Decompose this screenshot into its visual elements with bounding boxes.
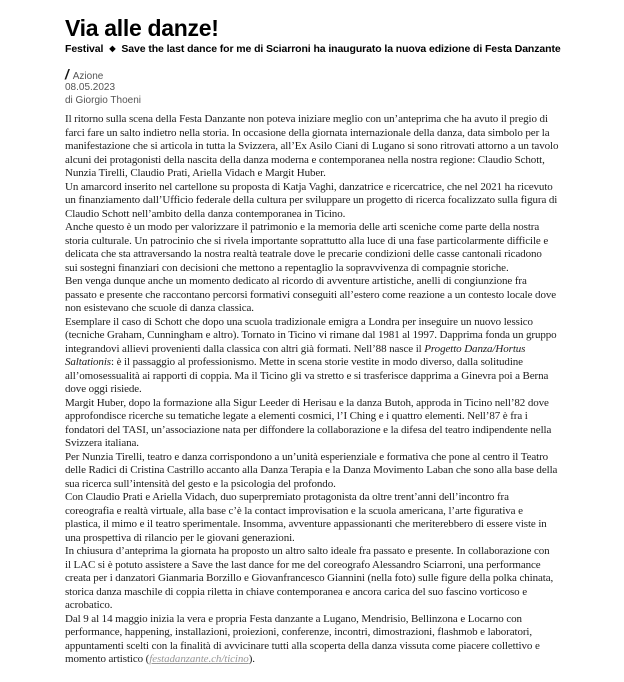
text-line — [65, 424, 616, 438]
body-text: appuntamenti scelti con la finalità di avvicinare tutti alla scoperta della danza vissuta come piacere collettivo e — [65, 639, 540, 652]
body-text: ). — [248, 653, 255, 665]
body-text: plastica, il mimo e il teatro sperimentale. Insomma, avventure appassionanti che meriterebbero di essere viste in — [65, 518, 547, 530]
body-text: Dal 9 al 14 maggio inizia la vera e propria Festa danzante a Lugano, Mendrisio, Bellinzona e Locarno con — [65, 612, 522, 625]
body-text: Un amarcord inserito nel cartellone su proposta di Katja Vaghi, danzatrice e ricercatrice, che nel 2021 ha ricevuto — [65, 180, 553, 193]
body-text: performance, happening, installazioni, proiezioni, conferenze, incontri, dimostrazioni, flashmob e laboratori, — [65, 626, 533, 638]
paragraph — [65, 397, 616, 451]
text-line — [65, 194, 616, 208]
page-title: Via alle danze! — [65, 15, 219, 41]
text-line — [65, 451, 616, 465]
paragraph — [65, 316, 616, 397]
body-text: delicata che sta attraversando la nostra realtà teatrale dove le precarie condizioni delle casse cantonali ricadono — [65, 248, 542, 260]
paragraph — [65, 113, 616, 181]
text-line — [65, 221, 616, 235]
text-line — [65, 275, 616, 289]
festadanzante-link[interactable]: festadanzante.ch/ticino — [149, 653, 249, 665]
body-text: : è il passaggio al professionismo. Mette in scena storie vestite in modo diverso, dalla solitudine — [110, 356, 523, 368]
body-text: il LAC si è potuto assistere a Save the last dance for me del coreografo Alessandro Sciarroni, una performance — [65, 558, 541, 571]
text-line — [65, 356, 616, 370]
text-line — [65, 410, 616, 424]
paragraph — [65, 275, 616, 316]
body-text: acrobatico. — [65, 599, 113, 611]
paragraph — [65, 221, 616, 275]
body-text: sui sostegni finanziari con decisioni che mettono a repentaglio la sopravvivenza di compagnie storiche. — [65, 261, 509, 274]
body-text: Esemplare il caso di Schott che dopo una scuola tradizionale emigra a Londra per inseguire un nuovo lessico — [65, 315, 533, 328]
body-text: (tecniche Graham, Cunningham e altro). Tornato in Ticino vi rimane dal 1981 al 1997. Dapprima fonda un gruppo — [65, 329, 557, 341]
body-text: In chiusura d’anteprima la giornata ha proposto un altro salto ideale fra passato e presente. In collaborazione con — [65, 545, 550, 557]
body-text: alcuni dei protagonisti della nascita della danza moderna e contemporanea nella nostra regione: Claudio Schott, — [65, 153, 545, 166]
body-text: Margit Huber, dopo la formazione alla Sigur Leeder di Herisau e la danza Butoh, approda in Ticino nell’82 dove — [65, 396, 549, 409]
body-text: non esistevano che scuole di danza classica. — [65, 302, 254, 314]
paragraph — [65, 181, 616, 222]
body-text: coreografia e realtà virtuale, alla base c’è la contact improvisation e la scuola americana, l’arte figurativa e — [65, 504, 523, 517]
subtitle-text: Save the last dance for me di Sciarroni ha inaugurato la nuova edizione di Festa Danzante — [121, 43, 561, 55]
text-line — [65, 599, 616, 613]
text-line — [65, 653, 616, 667]
text-line — [65, 491, 616, 505]
paragraph — [65, 451, 616, 492]
publication-line — [65, 68, 616, 82]
text-line — [65, 464, 616, 478]
body-text: Nunzia Tirelli, Claudio Prati, Ariella Vidach e Margit Huber. — [65, 167, 326, 179]
body-text: Con Claudio Prati e Ariella Vidach, duo superpremiato protagonista da oltre trent’anni dell’incontro fra — [65, 491, 509, 503]
paragraph — [65, 545, 616, 613]
text-line — [65, 167, 616, 181]
text-line — [65, 626, 616, 640]
paragraph — [65, 491, 616, 545]
body-text: storica danza maschile di coppia riletta in chiave contemporanea e ancora carica del suo fascino vorticoso e — [65, 585, 527, 598]
body-text: Il ritorno sulla scena della Festa Danzante non poteva iniziare meglio con un’anteprima che ha avuto il pregio di — [65, 113, 548, 125]
body-text: approfondisce ricerche su tematiche legate a elementi cosmici, l’I Ching e i quattro elementi. Nell’87 è fra i — [65, 410, 528, 422]
article-meta — [65, 68, 616, 107]
body-text: Svizzera italiana. — [65, 437, 139, 449]
body-text: creata per i danzatori Gianmaria Borzillo e Giovanfrancesco Giannini (nella foto) sulle figure della polka chinata, — [65, 572, 554, 584]
article-body — [65, 113, 616, 667]
body-text: farci fare un salto indietro nella storia. In occasione della giornata internazionale della danza, data simbolo per la — [65, 126, 550, 139]
kicker-label: Festival — [65, 43, 104, 55]
italic-text: Progetto Danza/Hortus — [424, 342, 526, 355]
publication-slash-mark: / — [65, 67, 69, 82]
text-line — [65, 572, 616, 586]
text-line — [65, 248, 616, 262]
italic-text: Saltationis — [65, 356, 111, 368]
text-line — [65, 532, 616, 546]
diamond-icon: ◆ — [109, 44, 116, 53]
text-line — [65, 437, 616, 451]
body-text: momento artistico ( — [65, 653, 150, 665]
text-line — [65, 181, 616, 195]
text-line — [65, 586, 616, 600]
text-line — [65, 316, 616, 330]
body-text: un finanziamento dall’Ufficio federale della cultura per sviluppare un progetto di ricerca focalizzato sulla figura di — [65, 194, 558, 206]
body-text: Claudio Schott nell’ambito della danza contemporanea in Ticino. — [65, 207, 346, 220]
body-text: Anche questo è un modo per valorizzare il patrimonio e la memoria delle arti sceniche come parte della nostra — [65, 221, 540, 233]
body-text: storia culturale. Un patrocinio che si rivela importante soprattutto alla luce di una fase particolarmente difficile e — [65, 234, 549, 247]
text-line — [65, 397, 616, 411]
body-text: sua ricerca sull’intensità del gesto e la psicologia del profondo. — [65, 477, 336, 490]
text-line — [65, 640, 616, 654]
text-line — [65, 613, 616, 627]
body-text: fondatori del TASI, un’associazione nata per diffondere la collaborazione e la difesa del teatro indipendente nella — [65, 423, 552, 436]
publish-date: 08.05.2023 — [65, 82, 116, 93]
text-line — [65, 262, 616, 276]
publication-name: Azione — [72, 71, 104, 82]
text-line — [65, 545, 616, 559]
article-subtitle — [65, 42, 616, 56]
text-line — [65, 113, 616, 127]
text-line — [65, 518, 616, 532]
body-text: Per Nunzia Tirelli, teatro e danza corrispondono a un’unità esperienziale e formativa che pone al centro il Teatro — [65, 450, 549, 463]
body-text: delle Radici di Cristina Castrillo accanto alla Danza Terapia e la Danza Movimento Laban che sono alla base della — [65, 464, 558, 476]
text-line — [65, 154, 616, 168]
text-line — [65, 235, 616, 249]
byline: di Giorgio Thoeni — [65, 94, 141, 106]
body-text: all’omosessualità ai rapporti di coppia. Ma il Ticino gli va stretto e si trasferisce dapprima a Ginevra poi a Berna — [65, 369, 549, 382]
text-line — [65, 302, 616, 316]
text-line — [65, 329, 616, 343]
text-line — [65, 383, 616, 397]
text-line — [65, 505, 616, 519]
text-line — [65, 127, 616, 141]
text-line — [65, 140, 616, 154]
text-line — [65, 370, 616, 384]
paragraph — [65, 613, 616, 667]
text-line — [65, 208, 616, 222]
body-text: una prospettiva di rilancio per le giovani generazioni. — [65, 531, 295, 544]
body-text: integrandovi allievi provenienti dalla classica con altri già formati. Nell’88 nasce il — [65, 342, 425, 355]
body-text: Ben venga dunque anche un momento dedicato al ricordo di avventure artistiche, anelli di congiunzione fra — [65, 275, 527, 287]
body-text: passato e presente che raccontano percorsi formativi conseguiti all’estero come reazione a un contesto locale dove — [65, 288, 557, 301]
text-line — [65, 478, 616, 492]
text-line — [65, 559, 616, 573]
text-line — [65, 289, 616, 303]
body-text: dove oggi risiede. — [65, 383, 142, 395]
text-line — [65, 343, 616, 357]
body-text: manifestazione che si articola in tutta la Svizzera, all’Ex Asilo Ciani di Lugano si sono ritrovati attorno a un tavolo — [65, 140, 559, 152]
